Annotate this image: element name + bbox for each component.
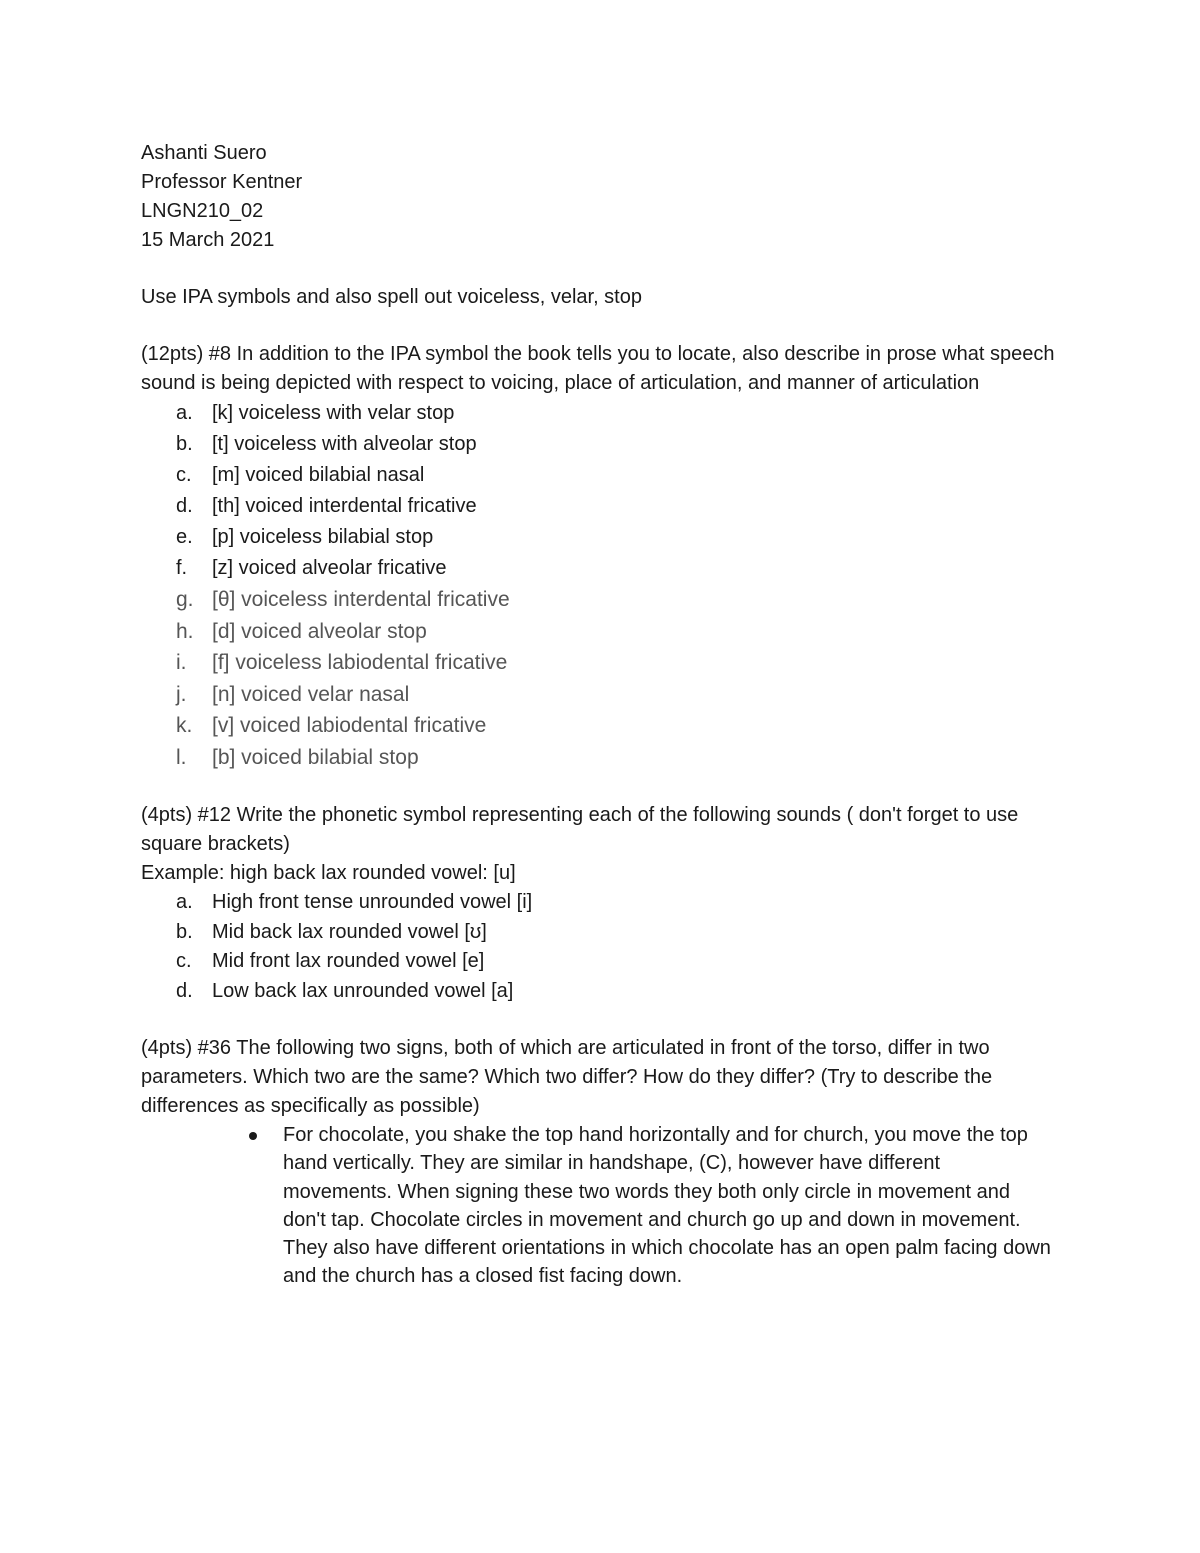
list-item-text: [m] voiced bilabial nasal xyxy=(212,464,425,486)
list-item xyxy=(141,398,1071,429)
list-item-text: [n] voiced velar nasal xyxy=(212,682,410,706)
list-item xyxy=(141,977,1071,1007)
list-marker: i. xyxy=(176,651,187,674)
list-item-text: Mid front lax rounded vowel [e] xyxy=(212,950,485,972)
document-page xyxy=(141,139,1071,1291)
list-item xyxy=(141,522,1071,553)
list-item xyxy=(141,918,1071,948)
list-marker: c. xyxy=(176,950,192,972)
question-36-answer: For chocolate, you shake the top hand horizontally and for church, you move the top hand vertically. They are similar in handshape, (C), however have different movements. When signing these two words they both only circle in movement and don't tap. Chocolate circles in movement and church go up and down in movement. They also have different orientations in which chocolate has an open palm facing down and the church has a closed fist facing down. xyxy=(283,1124,1051,1288)
list-marker: a. xyxy=(176,402,193,424)
list-item xyxy=(141,460,1071,491)
list-item xyxy=(141,1121,1053,1291)
list-marker: d. xyxy=(176,495,193,517)
list-marker: e. xyxy=(176,526,193,548)
list-item-text: [v] voiced labiodental fricative xyxy=(212,714,487,737)
list-marker: b. xyxy=(176,920,193,943)
professor-name: Professor Kentner xyxy=(141,171,303,193)
student-name: Ashanti Suero xyxy=(141,142,267,164)
list-item xyxy=(141,429,1071,460)
list-marker: a. xyxy=(176,891,193,913)
list-item-text: [t] voiceless with alveolar stop xyxy=(212,433,477,455)
list-item xyxy=(141,679,1071,711)
question-12 xyxy=(141,801,1071,1006)
list-marker: h. xyxy=(176,619,194,643)
list-item-text: [th] voiced interdental fricative xyxy=(212,495,477,517)
list-item-text: [p] voiceless bilabial stop xyxy=(212,526,434,548)
list-item xyxy=(141,616,1071,648)
question-36-prompt: (4pts) #36 The following two signs, both of which are articulated in front of the torso, differ in two parameters. Which two are the same? Which two differ? How do they differ? (Try to describe the differences as specifically as possible) xyxy=(141,1037,993,1117)
list-item xyxy=(141,647,1071,679)
list-item-text: [z] voiced alveolar fricative xyxy=(212,557,447,579)
course-code: LNGN210_02 xyxy=(141,200,264,222)
list-item xyxy=(141,888,1071,918)
question-36 xyxy=(141,1034,1071,1291)
list-marker: b. xyxy=(176,433,193,455)
list-item xyxy=(141,710,1071,742)
question-8-list xyxy=(141,398,1071,773)
list-marker: k. xyxy=(176,714,193,737)
list-item-text: High front tense unrounded vowel [i] xyxy=(212,891,533,913)
question-8-prompt: (12pts) #8 In addition to the IPA symbol the book tells you to locate, also describe in prose what speech sound is being depicted with respect to voicing, place of articulation, and manner of articulation xyxy=(141,343,1055,394)
assignment-date: 15 March 2021 xyxy=(141,229,275,251)
question-12-example: Example: high back lax rounded vowel: [u] xyxy=(141,862,516,884)
list-item xyxy=(141,553,1071,584)
question-12-list xyxy=(141,888,1071,1006)
list-item xyxy=(141,947,1071,977)
bullet-icon xyxy=(249,1132,257,1140)
list-item-text: Low back lax unrounded vowel [a] xyxy=(212,979,514,1002)
list-marker: f. xyxy=(176,557,188,579)
list-item xyxy=(141,584,1071,616)
list-marker: j. xyxy=(176,682,187,706)
list-item-text: [d] voiced alveolar stop xyxy=(212,619,427,643)
list-item xyxy=(141,742,1071,774)
list-item-text: [b] voiced bilabial stop xyxy=(212,745,419,769)
question-12-prompt: (4pts) #12 Write the phonetic symbol representing each of the following sounds ( don't forget to use square brackets) xyxy=(141,804,1019,855)
list-marker: d. xyxy=(176,979,193,1002)
list-marker: g. xyxy=(176,588,194,611)
list-marker: l. xyxy=(176,745,187,769)
list-marker: c. xyxy=(176,464,192,486)
list-item-text: [f] voiceless labiodental fricative xyxy=(212,651,508,674)
instruction-text: Use IPA symbols and also spell out voiceless, velar, stop xyxy=(141,286,642,308)
list-item-text: [k] voiceless with velar stop xyxy=(212,402,455,424)
question-36-answer-list xyxy=(141,1121,1071,1291)
list-item-text: Mid back lax rounded vowel [ʊ] xyxy=(212,920,487,943)
list-item xyxy=(141,491,1071,522)
question-8 xyxy=(141,340,1071,773)
list-item-text: [θ] voiceless interdental fricative xyxy=(212,588,510,611)
header-block xyxy=(141,139,1071,255)
